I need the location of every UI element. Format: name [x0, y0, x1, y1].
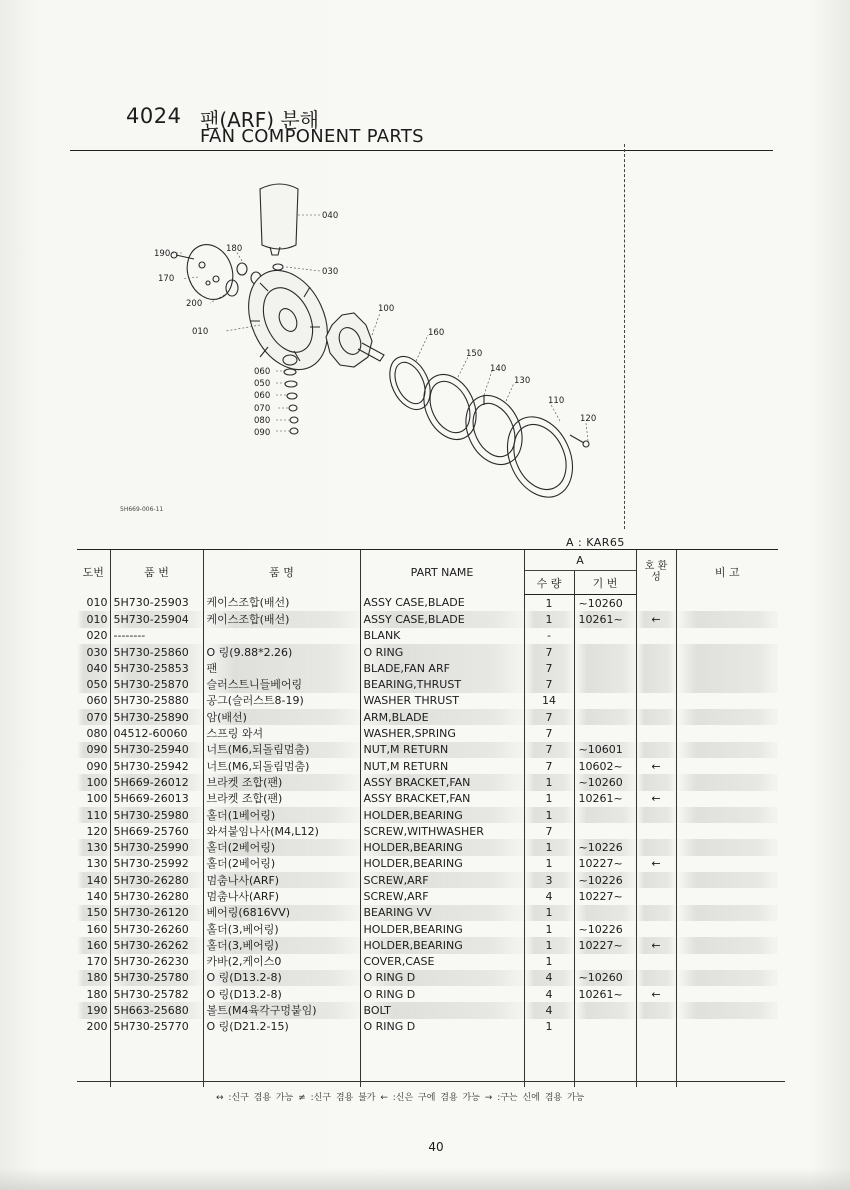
row-part-name: COVER,CASE	[360, 954, 524, 970]
row-part-name: HOLDER,BEARING	[360, 856, 524, 872]
empty-cell	[110, 1035, 203, 1087]
row-name-korean: O 링(D13.2-8)	[203, 970, 360, 986]
table-row	[77, 954, 778, 970]
row-part-number: 5H669-26012	[110, 774, 203, 790]
row-name-korean: 공그(슬러스트8-19)	[203, 693, 360, 709]
row-remarks	[676, 807, 778, 823]
row-serial-range: 10261~	[574, 986, 636, 1002]
row-serial-range	[574, 1019, 636, 1035]
row-serial-range: ~10226	[574, 921, 636, 937]
row-item-no: 080	[86, 727, 108, 741]
row-quantity: 4	[524, 986, 574, 1002]
row-remarks	[676, 774, 778, 790]
row-name-korean: O 링(D13.2-8)	[203, 986, 360, 1002]
row-item-no: 120	[86, 824, 108, 838]
row-name-korean: 암(배선)	[203, 709, 360, 725]
row-remarks	[676, 1019, 778, 1035]
row-compat-mark	[636, 839, 676, 855]
table-row	[77, 611, 778, 627]
row-name-korean: 너트(M6,되돌림멈춤)	[203, 758, 360, 774]
scan-edge-shading	[0, 1168, 850, 1190]
row-quantity: 1	[524, 611, 574, 627]
row-serial-range	[574, 628, 636, 644]
row-compat-mark	[636, 888, 676, 904]
row-part-number: 5H730-25890	[110, 709, 203, 725]
holder-bearing-110-drawing	[495, 406, 585, 505]
row-compat-mark	[636, 872, 676, 888]
row-quantity: 4	[524, 1002, 574, 1018]
row-item-no: 160	[77, 937, 110, 953]
row-remarks	[676, 937, 778, 953]
row-part-number: 5H669-25760	[110, 823, 203, 839]
table-row	[77, 905, 778, 921]
row-compat-mark	[636, 954, 676, 970]
callout-140: 140	[490, 364, 507, 374]
empty-cell	[636, 1035, 676, 1087]
row-quantity: 7	[524, 725, 574, 741]
callout-170: 170	[158, 274, 175, 284]
row-serial-range: 10227~	[574, 937, 636, 953]
callout-160: 160	[428, 328, 445, 338]
page-title-english: FAN COMPONENT PARTS	[200, 126, 424, 147]
table-row	[77, 725, 778, 741]
table-bottom-rule	[77, 1081, 785, 1082]
row-compat-mark	[636, 693, 676, 709]
row-item-no: 130	[86, 857, 108, 871]
table-row	[77, 856, 778, 872]
row-part-number: 5H730-25870	[110, 676, 203, 692]
row-item-no: 060	[86, 694, 108, 708]
fan-bracket-drawing	[326, 313, 372, 367]
row-quantity: 14	[524, 693, 574, 709]
row-name-korean: 멈춤나사(ARF)	[203, 872, 360, 888]
row-part-name: BEARING,THRUST	[360, 676, 524, 692]
row-compat-mark: ←	[636, 986, 676, 1002]
row-item-no: 090	[86, 759, 108, 773]
row-compat-mark	[636, 742, 676, 758]
row-compat-mark	[636, 628, 676, 644]
row-part-name: BEARING VV	[360, 905, 524, 921]
row-item-no: 150	[77, 905, 110, 921]
row-serial-range: ~10260	[574, 595, 636, 612]
parts-table	[77, 549, 778, 1087]
row-part-name: SCREW,WITHWASHER	[360, 823, 524, 839]
row-item-no: 200	[86, 1020, 108, 1034]
table-row	[77, 742, 778, 758]
row-item-no: 130	[77, 839, 110, 855]
row-name-korean: 브라켓 조합(팬)	[203, 791, 360, 807]
row-name-korean: 스프링 와셔	[203, 725, 360, 741]
row-part-number: 5H730-25903	[110, 595, 203, 612]
row-part-name: O RING D	[360, 1019, 524, 1035]
row-part-number: 04512-60060	[110, 725, 203, 741]
row-part-number: --------	[110, 628, 203, 644]
row-name-korean: 홀더(2베어링)	[203, 839, 360, 855]
row-compat-mark	[636, 1019, 676, 1035]
row-item-no: 030	[77, 644, 110, 660]
row-quantity: 1	[524, 937, 574, 953]
row-quantity: 1	[524, 921, 574, 937]
row-serial-range	[574, 1002, 636, 1018]
row-part-name: ASSY BRACKET,FAN	[360, 774, 524, 790]
row-item-no: 140	[77, 872, 110, 888]
page-title-korean: 팬(ARF) 분해	[200, 108, 320, 132]
row-part-name: HOLDER,BEARING	[360, 839, 524, 855]
table-row	[77, 676, 778, 692]
row-remarks	[676, 660, 778, 676]
row-quantity: 4	[524, 888, 574, 904]
row-name-korean: 케이스조합(배선)	[203, 595, 360, 612]
row-item-no: 160	[86, 922, 108, 936]
row-serial-range	[574, 676, 636, 692]
page-number: 40	[428, 1140, 444, 1154]
row-quantity: 1	[524, 839, 574, 855]
row-compat-mark	[636, 823, 676, 839]
row-quantity: 1	[524, 856, 574, 872]
table-row	[77, 758, 778, 774]
row-remarks	[676, 905, 778, 921]
row-name-korean: 너트(M6,되돌림멈춤)	[203, 742, 360, 758]
table-row	[77, 888, 778, 904]
row-part-number: 5H730-25782	[110, 986, 203, 1002]
table-row	[77, 986, 778, 1002]
row-remarks	[676, 676, 778, 692]
callout-110: 110	[548, 396, 565, 406]
row-item-no: 040	[77, 660, 110, 676]
row-item-no: 090	[77, 742, 110, 758]
row-item-no: 180	[77, 970, 110, 986]
table-empty-space	[77, 1035, 778, 1087]
holder-bearing-160-drawing	[382, 350, 438, 416]
row-name-korean: 홀더(3,베어링)	[203, 921, 360, 937]
row-quantity: 7	[524, 660, 574, 676]
row-part-name: WASHER,SPRING	[360, 725, 524, 741]
callout-150: 150	[466, 349, 483, 359]
row-compat-mark	[636, 970, 676, 986]
col-header-qty: 수 량	[524, 571, 574, 595]
row-quantity: 1	[524, 954, 574, 970]
callout-200: 200	[186, 299, 203, 309]
row-part-number: 5H730-26262	[110, 937, 203, 953]
row-serial-range: 10227~	[574, 888, 636, 904]
row-part-name: ASSY CASE,BLADE	[360, 595, 524, 612]
row-part-name: ASSY BRACKET,FAN	[360, 791, 524, 807]
empty-cell	[676, 1035, 778, 1087]
table-row	[77, 595, 778, 612]
callout-070: 070	[254, 404, 271, 414]
row-part-name: NUT,M RETURN	[360, 742, 524, 758]
table-row	[77, 709, 778, 725]
row-quantity: 7	[524, 709, 574, 725]
row-remarks	[676, 1002, 778, 1018]
row-part-number: 5H730-25770	[110, 1019, 203, 1035]
col-header-no: 도번	[77, 550, 110, 595]
row-serial-range	[574, 807, 636, 823]
row-part-number: 5H730-25940	[110, 742, 203, 758]
row-serial-range: 10602~	[574, 758, 636, 774]
row-part-number: 5H730-25990	[110, 839, 203, 855]
row-compat-mark: ←	[636, 856, 676, 872]
callout-190: 190	[154, 249, 171, 259]
row-remarks	[676, 758, 778, 774]
row-item-no: 190	[77, 1002, 110, 1018]
empty-cell	[524, 1035, 574, 1087]
row-compat-mark: ←	[636, 611, 676, 627]
row-item-no: 010	[77, 611, 110, 627]
table-row	[77, 970, 778, 986]
row-name-korean: 슬러스트니들베어링	[203, 676, 360, 692]
row-quantity: 7	[524, 742, 574, 758]
table-row	[77, 628, 778, 644]
row-quantity: 1	[524, 791, 574, 807]
fan-blade-drawing	[260, 184, 298, 249]
row-remarks	[676, 791, 778, 807]
table-row	[77, 921, 778, 937]
row-item-no: 170	[86, 955, 108, 969]
figure-code: 5H669-006-11	[120, 506, 164, 513]
row-serial-range	[574, 693, 636, 709]
row-part-name: WASHER THRUST	[360, 693, 524, 709]
row-part-number: 5H730-26230	[110, 954, 203, 970]
callout-040: 040	[322, 211, 339, 221]
col-header-name-en: PART NAME	[360, 550, 524, 595]
table-row	[77, 872, 778, 888]
row-serial-range: ~10226	[574, 839, 636, 855]
row-quantity: 1	[524, 905, 574, 921]
row-name-korean: 홀더(1베어링)	[203, 807, 360, 823]
row-serial-range: 10227~	[574, 856, 636, 872]
row-serial-range	[574, 823, 636, 839]
row-compat-mark	[636, 905, 676, 921]
row-compat-mark: ←	[636, 791, 676, 807]
row-quantity: 1	[524, 595, 574, 612]
row-part-name: BLADE,FAN ARF	[360, 660, 524, 676]
row-part-name: SCREW,ARF	[360, 888, 524, 904]
row-part-number: 5H730-26260	[110, 921, 203, 937]
row-name-korean: 홀더(3,베어링)	[203, 937, 360, 953]
row-serial-range	[574, 905, 636, 921]
callout-060b: 060	[254, 391, 271, 401]
row-remarks	[676, 742, 778, 758]
row-item-no: 180	[86, 987, 108, 1001]
row-quantity: 1	[524, 807, 574, 823]
row-part-name: HOLDER,BEARING	[360, 937, 524, 953]
row-part-name: O RING D	[360, 986, 524, 1002]
row-remarks	[676, 986, 778, 1002]
callout-130: 130	[514, 376, 531, 386]
callout-090: 090	[254, 428, 271, 438]
table-row	[77, 660, 778, 676]
row-serial-range	[574, 954, 636, 970]
row-remarks	[676, 823, 778, 839]
table-row	[77, 774, 778, 790]
row-part-number: 5H730-25880	[110, 693, 203, 709]
row-remarks	[676, 856, 778, 872]
row-part-number: 5H730-26120	[110, 905, 203, 921]
row-name-korean	[203, 628, 360, 644]
row-part-name: NUT,M RETURN	[360, 758, 524, 774]
row-remarks	[676, 628, 778, 644]
row-serial-range	[574, 725, 636, 741]
row-part-number: 5H730-26280	[110, 888, 203, 904]
row-remarks	[676, 970, 778, 986]
table-row	[77, 693, 778, 709]
row-remarks	[676, 954, 778, 970]
row-item-no: 100	[77, 774, 110, 790]
row-item-no: 140	[86, 889, 108, 903]
model-label: A : KAR65	[566, 536, 625, 549]
row-name-korean: 팬	[203, 660, 360, 676]
row-remarks	[676, 921, 778, 937]
callout-100: 100	[378, 304, 395, 314]
row-name-korean: 카바(2,케이스0	[203, 954, 360, 970]
row-part-number: 5H730-25942	[110, 758, 203, 774]
row-part-name: ASSY CASE,BLADE	[360, 611, 524, 627]
row-name-korean: 볼트(M4육각구멍붙임)	[203, 1002, 360, 1018]
row-remarks	[676, 644, 778, 660]
col-header-name-ko: 품 명	[203, 550, 360, 595]
row-remarks	[676, 725, 778, 741]
row-compat-mark	[636, 807, 676, 823]
row-compat-mark	[636, 660, 676, 676]
empty-cell	[574, 1035, 636, 1087]
row-part-name: HOLDER,BEARING	[360, 921, 524, 937]
row-part-name: O RING	[360, 644, 524, 660]
table-row	[77, 644, 778, 660]
row-part-name: O RING D	[360, 970, 524, 986]
callout-030: 030	[322, 267, 339, 277]
callout-080: 080	[254, 416, 271, 426]
col-header-group-a: A	[524, 550, 636, 571]
row-part-number: 5H730-25860	[110, 644, 203, 660]
row-remarks	[676, 693, 778, 709]
row-quantity: 1	[524, 1019, 574, 1035]
table-row	[77, 807, 778, 823]
row-item-no: 050	[77, 676, 110, 692]
row-part-number: 5H663-25680	[110, 1002, 203, 1018]
col-header-compat: 호 환 성	[636, 550, 676, 595]
row-compat-mark	[636, 921, 676, 937]
table-row	[77, 1019, 778, 1035]
row-name-korean: 케이스조합(배선)	[203, 611, 360, 627]
exploded-parts-diagram	[110, 175, 630, 505]
row-serial-range	[574, 660, 636, 676]
row-part-name: BOLT	[360, 1002, 524, 1018]
row-serial-range: ~10260	[574, 970, 636, 986]
row-name-korean: 브라켓 조합(팬)	[203, 774, 360, 790]
row-name-korean: O 링(9.88*2.26)	[203, 644, 360, 660]
section-number: 4024	[126, 104, 182, 128]
row-quantity: 7	[524, 758, 574, 774]
row-serial-range: 10261~	[574, 611, 636, 627]
callout-120: 120	[580, 414, 597, 424]
row-remarks	[676, 839, 778, 855]
row-name-korean: O 링(D21.2-15)	[203, 1019, 360, 1035]
row-item-no: 070	[77, 709, 110, 725]
row-quantity: 7	[524, 823, 574, 839]
row-remarks	[676, 888, 778, 904]
row-serial-range	[574, 644, 636, 660]
empty-cell	[77, 1035, 110, 1087]
row-part-number: 5H730-26280	[110, 872, 203, 888]
row-name-korean: 홀더(2베어링)	[203, 856, 360, 872]
callout-050: 050	[254, 379, 271, 389]
row-item-no: 110	[77, 807, 110, 823]
row-compat-mark	[636, 644, 676, 660]
row-serial-range: 10261~	[574, 791, 636, 807]
row-quantity: 4	[524, 970, 574, 986]
row-compat-mark	[636, 1002, 676, 1018]
row-compat-mark: ←	[636, 758, 676, 774]
row-item-no: 020	[86, 629, 108, 643]
row-part-name: SCREW,ARF	[360, 872, 524, 888]
compatibility-legend: ↔ :신구 겸용 가능 ≠ :신구 겸용 불가 ← :신은 구에 겸용 가능 → :구는 신에 겸용 가능	[216, 1093, 585, 1103]
table-row	[77, 937, 778, 953]
row-part-number: 5H730-25992	[110, 856, 203, 872]
row-compat-mark	[636, 709, 676, 725]
row-part-number: 5H730-25980	[110, 807, 203, 823]
row-part-name: ARM,BLADE	[360, 709, 524, 725]
row-compat-mark	[636, 595, 676, 612]
row-compat-mark	[636, 774, 676, 790]
row-name-korean: 멈춤나사(ARF)	[203, 888, 360, 904]
col-header-part-no: 품 번	[110, 550, 203, 595]
row-quantity: 7	[524, 644, 574, 660]
row-part-number: 5H730-25780	[110, 970, 203, 986]
row-quantity: -	[524, 628, 574, 644]
table-row	[77, 823, 778, 839]
row-serial-range: ~10260	[574, 774, 636, 790]
row-part-name: HOLDER,BEARING	[360, 807, 524, 823]
row-quantity: 3	[524, 872, 574, 888]
o-ring-030-drawing	[273, 264, 283, 270]
col-header-serial: 기 번	[574, 571, 636, 595]
row-name-korean: 와셔붙임나사(M4,L12)	[203, 823, 360, 839]
callout-060a: 060	[254, 367, 271, 377]
row-remarks	[676, 709, 778, 725]
row-remarks	[676, 595, 778, 612]
row-serial-range: ~10601	[574, 742, 636, 758]
row-part-number: 5H730-25904	[110, 611, 203, 627]
col-header-remarks: 비 고	[676, 550, 778, 595]
row-serial-range: ~10226	[574, 872, 636, 888]
table-row	[77, 1002, 778, 1018]
row-compat-mark	[636, 725, 676, 741]
callout-010: 010	[192, 327, 209, 337]
row-compat-mark: ←	[636, 937, 676, 953]
table-row	[77, 791, 778, 807]
empty-cell	[360, 1035, 524, 1087]
row-name-korean: 베어링(6816VV)	[203, 905, 360, 921]
row-part-number: 5H730-25853	[110, 660, 203, 676]
row-item-no: 100	[86, 792, 108, 806]
row-compat-mark	[636, 676, 676, 692]
row-quantity: 7	[524, 676, 574, 692]
header-rule	[70, 150, 773, 151]
callout-180: 180	[226, 244, 243, 254]
empty-cell	[203, 1035, 360, 1087]
row-part-name: BLANK	[360, 628, 524, 644]
row-part-number: 5H669-26013	[110, 791, 203, 807]
row-item-no: 010	[86, 596, 108, 610]
row-remarks	[676, 872, 778, 888]
row-remarks	[676, 611, 778, 627]
row-quantity: 1	[524, 774, 574, 790]
table-row	[77, 839, 778, 855]
row-serial-range	[574, 709, 636, 725]
